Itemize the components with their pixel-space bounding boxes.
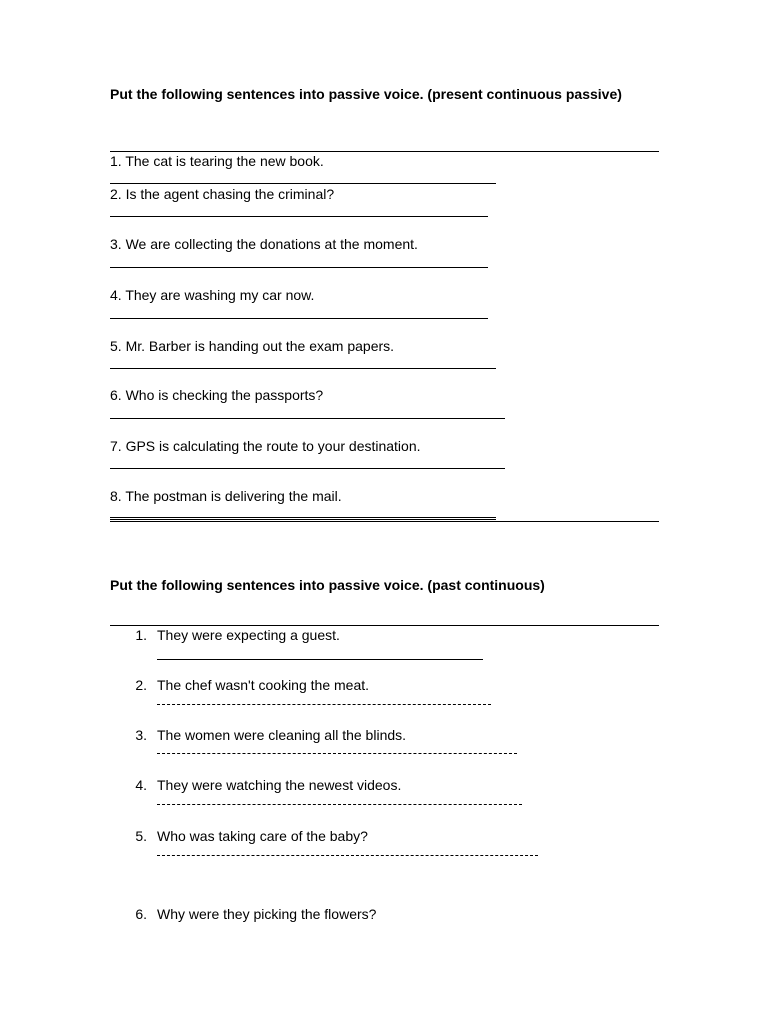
answer-line xyxy=(157,704,491,705)
item-text: Why were they picking the flowers? xyxy=(157,906,377,922)
section2-item-2 xyxy=(110,677,630,694)
section2-item-3 xyxy=(110,727,630,744)
answer-line xyxy=(157,804,522,805)
item-text: They were expecting a guest. xyxy=(157,627,340,643)
section1-item-1: 1. The cat is tearing the new book. xyxy=(110,153,324,169)
answer-line xyxy=(110,267,488,268)
answer-line xyxy=(110,216,488,217)
item-number: 1. xyxy=(135,627,147,643)
item-number: 3. xyxy=(135,727,147,743)
answer-line xyxy=(157,659,483,660)
answer-line xyxy=(157,855,538,856)
item-text: Who was taking care of the baby? xyxy=(157,828,368,844)
section2-item-5 xyxy=(110,828,630,845)
answer-line xyxy=(110,418,505,419)
item-text: The chef wasn't cooking the meat. xyxy=(157,677,370,693)
section1-item-5: 5. Mr. Barber is handing out the exam papers. xyxy=(110,338,395,354)
item-number: 2. xyxy=(135,677,147,693)
answer-line xyxy=(110,468,505,469)
section1-item-2: 2. Is the agent chasing the criminal? xyxy=(110,186,335,202)
section2-item-1 xyxy=(110,627,630,644)
item-text: They were watching the newest videos. xyxy=(157,777,402,793)
section2-item-4 xyxy=(110,777,630,794)
item-number: 5. xyxy=(135,828,147,844)
item-number: 4. xyxy=(135,777,147,793)
section1-item-4: 4. They are washing my car now. xyxy=(110,287,315,303)
answer-line xyxy=(110,318,488,319)
item-number: 6. xyxy=(135,906,147,922)
section2-heading: Put the following sentences into passive voice. (past continuous) xyxy=(110,577,545,593)
section1-item-7: 7. GPS is calculating the route to your destination. xyxy=(110,438,421,454)
section1-bottom-rule xyxy=(110,521,659,522)
section1-item-3: 3. We are collecting the donations at the moment. xyxy=(110,236,418,252)
item-text: The women were cleaning all the blinds. xyxy=(157,727,407,743)
answer-line xyxy=(157,753,517,754)
section1-heading: Put the following sentences into passive voice. (present continuous passive) xyxy=(110,86,622,102)
section2-top-rule xyxy=(110,625,659,626)
answer-line xyxy=(110,183,496,184)
answer-line xyxy=(110,517,496,520)
section1-item-8: 8. The postman is delivering the mail. xyxy=(110,488,342,504)
section1-item-6: 6. Who is checking the passports? xyxy=(110,387,324,403)
answer-line xyxy=(110,368,496,369)
section2-item-6 xyxy=(110,906,630,923)
section1-top-rule xyxy=(110,151,659,152)
